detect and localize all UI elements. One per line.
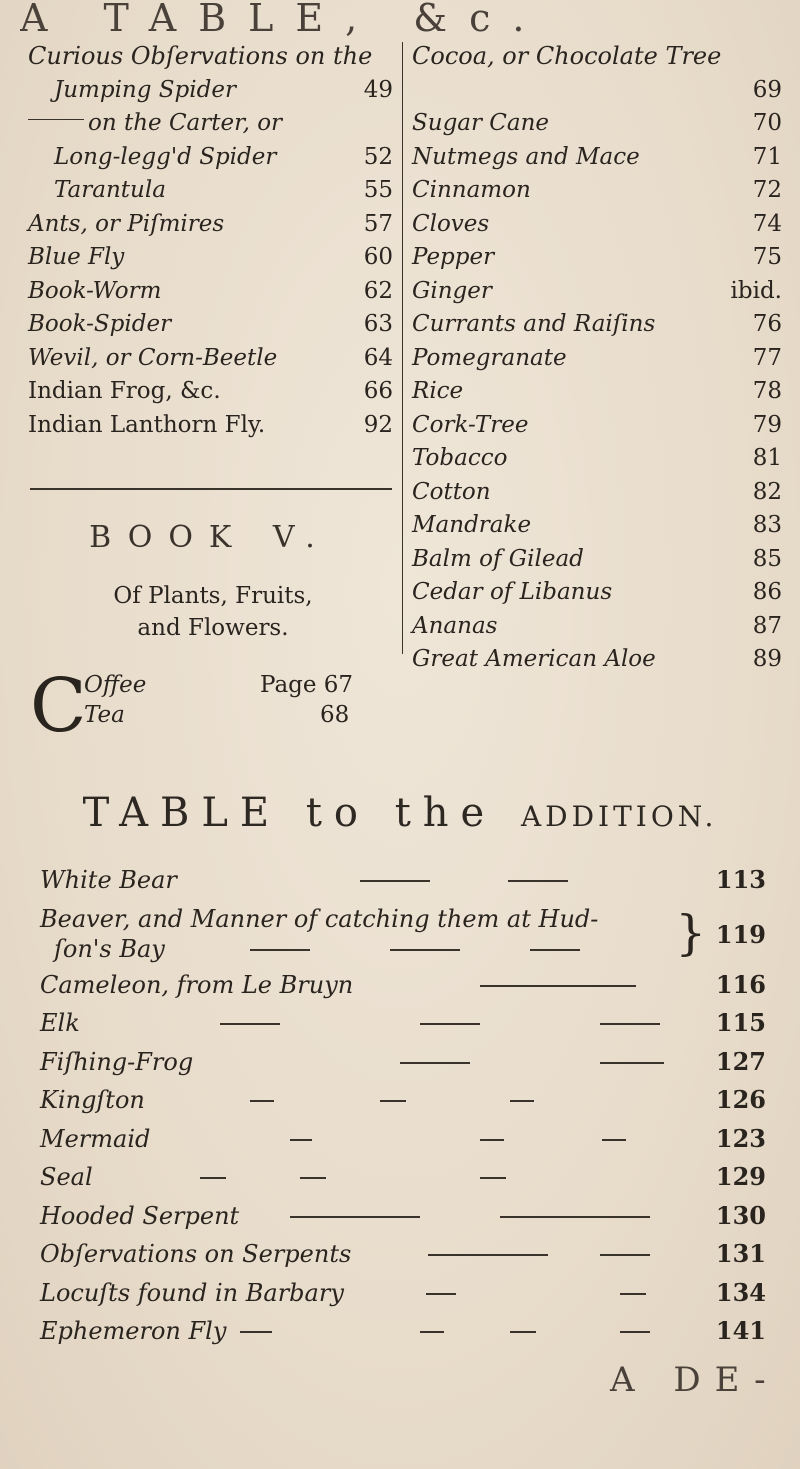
ditto-rule <box>28 119 84 120</box>
list-item: Wevil, or Corn-Beetle 64 <box>28 344 393 371</box>
list-item: Ephemeron Fly 141 <box>40 1316 766 1345</box>
list-item: Locuſts found in Barbary 134 <box>40 1277 766 1307</box>
list-item: Ananas 87 <box>412 612 782 639</box>
list-item: Sugar Cane 70 <box>412 110 782 136</box>
list-item: Mandrake 83 <box>412 512 782 538</box>
list-item: Indian Frog, &c. 66 <box>28 378 393 404</box>
list-item: Book-Spider 63 <box>28 311 393 337</box>
list-item: Kingſton 126 <box>40 1085 766 1114</box>
list-item: Cinnamon 72 <box>412 177 782 203</box>
list-item: Hooded Serpent 130 <box>40 1200 766 1230</box>
list-item: Obſervations on Serpents 131 <box>40 1239 766 1268</box>
list-item: Mermaid 123 <box>40 1123 766 1153</box>
list-item: Curious Obſervations on the <box>28 42 373 70</box>
list-item: Great American Aloe 89 <box>412 646 782 672</box>
list-item: Currants and Raiſins 76 <box>412 311 782 337</box>
drop-capital: C <box>30 663 87 749</box>
list-item: Rice 78 <box>412 378 782 404</box>
list-item: Seal 129 <box>40 1162 766 1191</box>
book-heading: BOOK V. <box>89 520 331 555</box>
section-rule <box>30 488 392 490</box>
list-item: Fiſhing-Frog 127 <box>40 1046 766 1076</box>
list-item: on the Carter, or <box>28 107 393 141</box>
list-item: Cork-Tree 79 <box>412 411 782 438</box>
list-item: Book-Worm 62 <box>28 277 393 304</box>
list-item: Cocoa, or Chocolate Tree <box>412 42 722 70</box>
coffee-tea-entries: C Offee Page 67 Tea 68 <box>30 663 354 749</box>
running-header: A TABLE, &c. <box>20 0 547 40</box>
list-item: Indian Lanthorn Fly. 92 <box>28 411 393 438</box>
column-divider <box>402 42 403 654</box>
list-item: White Bear 113 <box>40 865 766 894</box>
list-item: Ants, or Piſmires 57 <box>28 210 393 237</box>
list-item: Balm of Gilead 85 <box>412 545 782 572</box>
list-item: Nutmegs and Mace 71 <box>412 143 782 170</box>
list-item: Beaver, and Manner of catching them at Hud- ſon's Bay } 119 <box>40 904 766 963</box>
list-item: Elk 115 <box>40 1008 766 1037</box>
right-column <box>412 40 782 677</box>
list-item: Pepper 75 <box>412 244 782 270</box>
brace-glyph: } <box>675 904 706 961</box>
list-item: Long-legg'd Spider 52 <box>54 143 393 170</box>
left-column <box>28 40 393 442</box>
list-item: 69 <box>752 76 782 103</box>
list-item: Tobacco 81 <box>412 445 782 471</box>
list-item: Cameleon, from Le Bruyn 116 <box>40 969 766 999</box>
catchword: A DE- <box>610 1360 780 1400</box>
addition-heading: TABLE to the ADDITION. <box>82 790 718 836</box>
addition-list <box>40 862 780 1352</box>
list-item: Cotton 82 <box>412 478 782 505</box>
book-subtitle: Of Plants, Fruits, and Flowers. <box>113 583 313 641</box>
list-item: Cloves 74 <box>412 210 782 237</box>
list-item: Jumping Spider 49 <box>54 76 393 103</box>
list-item: Ginger ibid. <box>412 277 782 304</box>
list-item: Cedar of Libanus 86 <box>412 579 782 605</box>
list-item: Tarantula 55 <box>54 177 393 203</box>
list-item: Blue Fly 60 <box>28 244 393 270</box>
list-item: Pomegranate 77 <box>412 344 782 371</box>
